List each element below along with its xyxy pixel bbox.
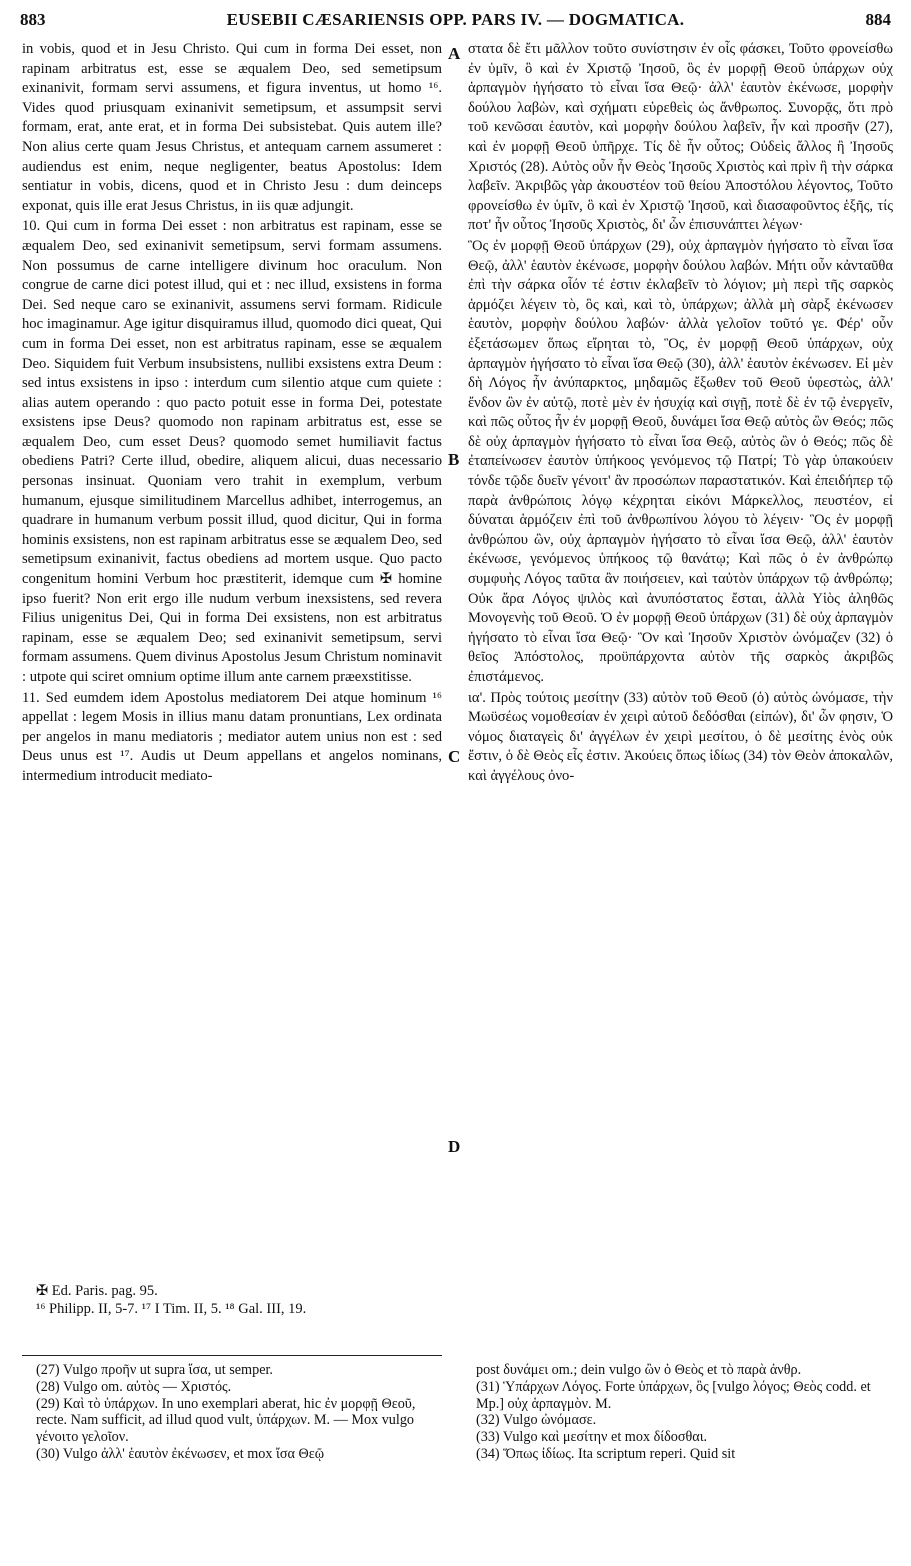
page-number-right: 884 xyxy=(865,10,891,29)
critical-note: (32) Vulgo ὠνόμασε. xyxy=(476,1412,597,1429)
running-title: EUSEBII CÆSARIENSIS OPP. PARS IV. — DOGMATICA. xyxy=(226,10,685,29)
greek-paragraph: Ὃς ἐν μορφῇ Θεοῦ ὑπάρχων (29), οὐχ ἁρπαγμὸν ἡγήσατο τὸ εἶναι ἴσα Θεῷ, ἀλλ' ἑαυτὸν ἐκένωσε, μορφὴν δούλου λαβών. Μήτι οὖν κἀνταῦθα ἐπὶ τὴν σάρκα οἷόν τέ ἐστιν ἐκλαβεῖν τὸ λόγιον; μὴ περὶ τῆς σαρκὸς ἁρμόζει λέγειν τὸ, ὃς καὶ, καὶ τὸ, ὑπάρχων; ἀλλὰ μὴ σὰρξ ἐκένωσεν ἑαυτὸν, μορφὴν δούλου λαβών· ἀλλὰ γελοῖον τοῦτό γε. Φέρ' οὖν ἐξετάσωμεν ὅπως εἴρηται τὸ, Ὃς, ἐν μορφῇ Θεοῦ ὑπάρχων, οὐχ ἁρπαγμὸν ἡγήσατο τὸ εἶναι ἴσα Θεῷ (30), ἀλλ' ἑαυτὸν ἐκένωσεν. Εἰ μὲν δὴ Λόγος ἦν ἀνύπαρκτος, μηδαμῶς ἔξωθεν τοῦ Θεοῦ ὑφεστὼς, ἀλλ' ἔνδον ὢν ἐν αὐτῷ, ποτὲ μὲν ἐν ἡσυχίᾳ καὶ σιγῇ, ποτὲ δὲ ἐν τῷ ἐνεργεῖν, καὶ πῶς οὗτος ἦν ἐν μορφῇ Θεοῦ, δυνάμει ἴσα Θεῷ αὐτὸς ὢν Θεός; πῶς δὲ οὐχ ἁρπαγμὸν ἡγήσατο τὸ εἶναι ἴσα Θεῷ, αὐτὸς ὢν ὁ Θεός; πῶς δὲ ἐταπείνωσεν ἑαυτὸν ὑπήκοος γενόμενος τῷ Πατρί; Τὸ γὰρ ὑπακούειν τόνδε τῷδε δυεῖν γένοιτ' ἂν προσώπων παραστατικόν. Καὶ ἐπειδήπερ τῷ παρὰ ἀνθρώποις λόγῳ κέχρηται εἰκόνι Μάρκελλος, πευστέον, εἰ δύναται ἁρμόζειν ἐπὶ τοῦ ἀνθρωπίνου λόγου τὸ λέγειν· Ὃς ἐν μορφῇ ἀνθρώπου ὢν, οὐχ ἁρπαγμὸν ἡγήσατο τὸ εἶναι ἴσα Θεῷ, ἀλλ' ἑαυτὸν ἐκένωσε, γενόμενος ὑπήκοος τῷ θανάτῳ; Καὶ πῶς ὁ ἐν ἀνθρώπῳ συμφυὴς Λόγος ταῦτα ἂν ποιήσειεν, καὶ ταὐτὸν ὑπάρχων τῷ ἀνθρώπῳ; Οὐκ ἄρα Λόγος ψιλὸς καὶ ἀνυπόστατος ἔσται, ἀλλὰ Υἱὸς ἀληθῶς Μονογενὴς τοῦ Θεοῦ. Ὁ ἐν μορφῇ Θεοῦ ὑπάρχων (31) δὲ οὐχ ἁρπαγμὸν ἡγήσατο τὸ εἶναι ἴσα Θεῷ· Ὃν καὶ Ἰησοῦν Χριστὸν ὠνόμαζεν (32) ὁ θεῖος Ἀπόστολος, προϋπάρχοντα αὐτὸν τῆς σαρκὸς ἀκριβῶς ἐπιστάμενος. xyxy=(468,237,893,685)
latin-column xyxy=(22,40,442,787)
footnotes xyxy=(36,1282,436,1318)
critical-note: (30) Vulgo ἀλλ' ἑαυτὸν ἐκένωσεν, et mox ἴσα Θεῷ xyxy=(36,1445,325,1462)
greek-paragraph: ια'. Πρὸς τούτοις μεσίτην (33) αὐτὸν τοῦ Θεοῦ (ὁ) αὐτὸς ὠνόμασε, τὴν Μωϋσέως νομοθεσίαν ἐν χειρὶ αὐτοῦ δεδόσθαι (εἰπών), δι' ὧν φησιν, Ὁ νόμος διαταγεὶς δι' ἀγγέλων ἐν χειρὶ μεσίτου, ὁ δὲ μεσίτης ἑνὸς οὐκ ἔστιν, ὁ δὲ Θεὸς εἷς ἐστιν. Ἀκούεις ὅπως ἰδίως (34) τὸν Θεὸν ἀποκαλῶν, καὶ ἀγγέλους ὀνο- xyxy=(468,689,893,784)
greek-paragraph: στατα δὲ ἔτι μᾶλλον τοῦτο συνίστησιν ἐν οἷς φάσκει, Τοῦτο φρονείσθω ἐν ὑμῖν, ὃ καὶ ἐν Χριστῷ Ἰησοῦ, ὃς ἐν μορφῇ Θεοῦ ὑπάρχων οὐχ ἁρπαγμὸν ἡγήσατο τὸ εἶναι ἴσα Θεῷ· ἀλλ' ἑαυτὸν ἐκένωσε, μορφὴν δούλου λαβὼν, καὶ σχήματι εὑρεθεὶς ὡς ἄνθρωπος. Συνορᾷς, ὅτι πρὸ τοῦ κενῶσαι ἑαυτὸν, καὶ μορφὴν δούλου λαβεῖν, ἦν καὶ προσῆν (27), καὶ ἐν μορφῇ Θεοῦ ὑπῆρχε. Τίς δὲ ἦν οὗτος; Οὐδεὶς ἄλλος ἢ Ἰησοῦς Χριστός (28). Αὐτὸς οὖν ἦν Θεὸς Ἰησοῦς Χριστὸς καὶ πρὶν ἢ τὴν σάρκα λαβεῖν. Ἀκριβῶς γὰρ ἀκουστέον τοῦ θείου Ἀποστόλου λέγοντος, Τοῦτο φρονείσθω ἐν ὑμῖν, ὃ καὶ ἐν Χριστῷ Ἰησοῦ, καὶ διασαφοῦντος ἑξῆς, τίς ποτ' ἦν οὗτος Ἰησοῦς Χριστὸς, δι' ὧν ἐπισυνάπτει λέγων· xyxy=(468,41,893,234)
critical-note: (28) Vulgo om. αὐτὸς — Χριστός. xyxy=(36,1378,232,1395)
footnote: ¹⁶ Philipp. II, 5-7. ¹⁷ I Tim. II, 5. ¹⁸ Gal. III, 19. xyxy=(36,1301,307,1317)
critical-note: (29) Καὶ τὸ ὑπάρχων. In uno exemplari aberat, hic ἐν μορφῇ Θεοῦ, recte. Nam sufficit, ad illud quod vult, ὑπάρχων. M. — Mox vulgo γένοιτο γελοῖον. xyxy=(36,1395,416,1446)
critical-note: (33) Vulgo καὶ μεσίτην et mox δίδοσθαι. xyxy=(476,1429,708,1446)
critical-note: (34) Ὅπως ἰδίως. Ita scriptum reperi. Quid sit xyxy=(476,1445,736,1462)
latin-paragraph: 11. Sed eumdem idem Apostolus mediatorem Dei atque hominum ¹⁶ appellat : legem Mosis in illius manu datam pronuntians, Lex ordinata per angelos in manu mediatoris ; mediator autem unius non est : sed Deus unus est ¹⁷. Audis ut Deum appellans et angelos nominans, intermedium introducit mediato- xyxy=(22,689,442,784)
latin-paragraph: 10. Qui cum in forma Dei esset : non arbitratus est rapinam, esse se æqualem Deo, sed exinanivit semetipsum, servi formam assumens. Non possumus de carne intelligere divinum hoc oraculum. Non congrue de carne dici potest illud, qui et : nec illud, exsistens in forma Dei. Sed neque caro se exinanivit, assumens servi formam. Ridicule hoc imaginamur. Age igitur disquiramus illud, quomodo dici queat, Qui cum in forma Dei esset, non est arbitratus rapinam, esse se æqualem Deo. Siquidem fuit Verbum insubsistens, nullibi exsistens extra Deum : sed intus exsistens in ipso : interdum cum silentio atque cum quiete : alias autem operando : quo pacto potuit esse in forma Dei, potestate exsistens ipse Deus? quomodo non rapinam arbitratus est, esse se æqualem Deo, cum esset Deus? quomodo semet humiliavit factus obediens Patri? Certe illud, obedire, aliquem alicui, duas necessario personas insinuat. Quoniam vero trahit in exemplum, verbum humanum, ejusque similitudinem Marcellus adhibet, interrogemus, an quadrare in humanum verbum possit illud, quod dicitur, Qui in forma hominis exsistens, non est rapinam arbitratus esse se æqualem Deo, sed semetipsum exinanivit, factus obediens ad mortem usque. Quo pacto congenitum homini Verbum hoc præstiterit, idemque cum ✠ homine ipso fuerit? Non erit ergo ille nudum verbum inexsistens, sed revera Filius unigenitus Dei, Qui in forma Dei exsistens, non est arbitratus rapinam, esse se æqualem Deo; sed exinanivit semetipsum, servi formam assumens. Quem divinus Apostolus Jesum Christum nominavit : utpote qui sciret omnium optime illum ante carnem præexstitisse. xyxy=(22,218,442,685)
greek-column xyxy=(468,40,893,787)
critical-note: (27) Vulgo προῆν ut supra ἴσα, ut semper. xyxy=(36,1362,273,1378)
margin-marker-d: D xyxy=(448,1137,461,1156)
footnote: ✠ Ed. Paris. pag. 95. xyxy=(36,1283,158,1299)
critical-note: (31) Ὑπάρχων Λόγος. Forte ὑπάρχων, ὃς [vulgo λόγος; Θεὸς codd. et Mp.] οὐχ ἁρπαγμὸν. M. xyxy=(476,1378,871,1412)
page-number-left: 883 xyxy=(20,10,46,29)
latin-paragraph: in vobis, quod et in Jesu Christo. Qui cum in forma Dei esset, non rapinam arbitratus est, esse se æqualem Deo, sed semetipsum exinanivit, formam servi assumens, et figura inventus, ut homo ¹⁶. Vides quod priusquam exinanivit semetipsum, et assumpsit servi formam, erat, ante erat, et in forma Dei subsistebat. Quis autem ille? Non alius certe quam Jesus Christus, et antequam carnem assumeret : audiendus est enim, neque negligenter, beatus Apostolus: Idem sentiatur in vobis, dicens, quod et in Christo Jesu : dum deinceps exponat, quis ille erat Jesus Christus, in iis quæ adjungit. xyxy=(22,41,442,214)
margin-marker-b: B xyxy=(448,450,460,469)
footnote-divider xyxy=(22,1355,442,1356)
margin-marker-a: A xyxy=(448,44,461,63)
critical-notes-left xyxy=(36,1362,446,1463)
page-header xyxy=(20,10,891,36)
critical-note: post δυνάμει om.; dein vulgo ὢν ὁ Θεὸς et τὸ παρὰ ἀνθρ. xyxy=(476,1362,802,1378)
critical-notes-right xyxy=(476,1362,892,1463)
margin-marker-c: C xyxy=(448,747,461,766)
